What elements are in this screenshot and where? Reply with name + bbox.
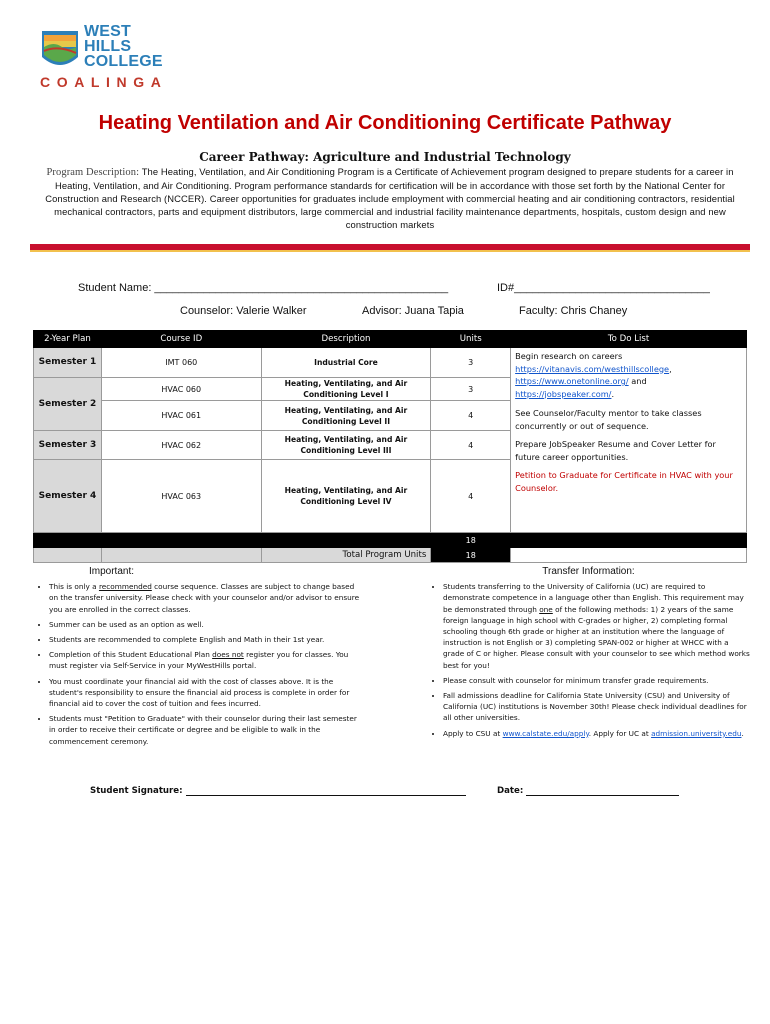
list-item: • Completion of this Student Educational Plan does not register you for classes. You must register via Self-Service in your MyWestHills portal.	[49, 649, 363, 671]
course-description: Heating, Ventilating, and Air Conditioning Level IV	[261, 460, 431, 533]
course-units: 4	[431, 460, 511, 533]
list-item: • Fall admissions deadline for California State University (CSU) and University of California (UC) institutions is November 30th! Please check individual deadlines for all other universities.	[443, 690, 750, 724]
total-row	[34, 548, 747, 563]
page-title: Heating Ventilation and Air Conditioning Certificate Pathway	[98, 112, 672, 134]
course-units: 3	[431, 348, 511, 378]
student-signature-field[interactable]	[90, 785, 466, 796]
logo-line-2: HILLS	[84, 38, 132, 55]
todo-research: Begin research on careers	[515, 351, 623, 361]
college-emblem-icon	[40, 27, 80, 73]
career-pathway: Career Pathway: Agriculture and Industrial Technology	[199, 150, 571, 164]
total-units: 18	[431, 548, 511, 563]
header-course-id: Course ID	[101, 331, 261, 348]
course-id: IMT 060	[101, 348, 261, 378]
todo-mentor: See Counselor/Faculty mentor to take classes concurrently or out of sequence.	[515, 408, 702, 431]
subtotal-units: 18	[431, 533, 511, 548]
header-units: Units	[431, 331, 511, 348]
uc-admission-link[interactable]: admission.university.edu	[651, 728, 742, 738]
course-id: HVAC 060	[101, 378, 261, 401]
course-id: HVAC 062	[101, 431, 261, 460]
list-item: • You must coordinate your financial aid with the cost of classes above. It is the student's responsibility to ensure the financial aid process is complete in order for financial aid to cover the cost of tuition and fees incurred.	[49, 676, 363, 710]
list-item: • Students must "Petition to Graduate" with their counselor during their last semester in order to receive their certificate or degree and be eligible to walk in the commencement ceremony.	[49, 713, 363, 747]
course-id: HVAC 061	[101, 401, 261, 431]
table-row	[34, 348, 747, 378]
course-plan-table	[33, 330, 747, 563]
signature-line[interactable]	[186, 785, 466, 796]
semester-1: Semester 1	[34, 348, 102, 378]
jobspeaker-link[interactable]: https://jobspeaker.com/	[515, 388, 612, 399]
course-units: 3	[431, 378, 511, 401]
list-item: • Students are recommended to complete English and Math in their 1st year.	[49, 634, 363, 645]
course-id: HVAC 063	[101, 460, 261, 533]
list-item: • Students transferring to the University of California (UC) are required to demonstrate competence in a language other than English. This requirement may be demonstrated through one of the following methods: 1) 2 years of the same foreign language in high school with C-grades or higher, 2) completing formal schooling though 6th grade or higher at an institution where the language of instruction is not English or 3) completing SPAN-002 or higher at WHCC with a grade of C or higher. Please consult with your counselor to see which method works best for you!	[443, 581, 750, 671]
onetonline-link[interactable]: https://www.onetonline.org/	[515, 376, 629, 386]
student-name-field[interactable]: Student Name: ________________________________________________	[78, 282, 449, 294]
list-item: • Summer can be used as an option as well.	[49, 619, 363, 630]
course-description: Industrial Core	[261, 348, 431, 378]
program-description-label: Program Description:	[46, 167, 140, 178]
list-item: • Please consult with counselor for minimum transfer grade requirements.	[443, 675, 750, 686]
course-description: Heating, Ventilating, and Air Conditioning Level III	[261, 431, 431, 460]
logo-campus: COALINGA	[40, 74, 168, 90]
college-logo	[40, 22, 168, 94]
total-label: Total Program Units	[261, 548, 431, 563]
header-plan: 2-Year Plan	[34, 331, 102, 348]
counselor-name: Counselor: Valerie Walker	[180, 305, 307, 317]
logo-line-1: WEST	[84, 23, 132, 40]
program-description-text: The Heating, Ventilation, and Air Conditioning Program is a Certificate of Achievement program designed to prepare students for a career in Heating, Ventilation, and Air Conditioning. Program performance standards for certification will be in accordance with those set forth by the National Center for Construction and Research (NCCER). Career opportunities for graduates include employment with commercial heating and air conditioning contractors, residential mechanical contractors, parts and equipment distributors, large commercial and industrial facility maintenance departments, hospitals, custom design and new construction markets	[45, 166, 735, 230]
semester-2: Semester 2	[34, 378, 102, 431]
program-description	[30, 165, 750, 231]
header-todo: To Do List	[511, 331, 747, 348]
course-units: 4	[431, 401, 511, 431]
faculty-name: Faculty: Chris Chaney	[519, 305, 628, 317]
transfer-section	[427, 566, 750, 743]
important-section	[33, 566, 363, 751]
vitanavis-link[interactable]: https://vitanavis.com/westhillscollege	[515, 363, 670, 374]
course-description: Heating, Ventilating, and Air Conditioning Level I	[261, 378, 431, 401]
signature-label: Student Signature:	[90, 786, 183, 796]
csu-apply-link[interactable]: www.calstate.edu/apply	[502, 728, 589, 738]
list-item: • This is only a recommended course sequence. Classes are subject to change based on the transfer university. Please check with your counselor and/or advisor to ensure you are enrolled in the correct classes.	[49, 581, 363, 615]
date-field[interactable]	[497, 785, 679, 796]
todo-list: Begin research on careers https://vitanavis.com/westhillscollege, https://www.onetonline.org/ and https://jobspeaker.com/. See Counselor/Faculty mentor to take classes concurrently or out of sequence. Prepare JobSpeaker Resume and Cover Letter for future career opportunities. Petition to Graduate for Certificate in HVAC with your Counselor.	[511, 348, 747, 533]
todo-petition: Petition to Graduate for Certificate in HVAC with your Counselor.	[515, 470, 733, 493]
course-description: Heating, Ventilating, and Air Conditioning Level II	[261, 401, 431, 431]
semester-4: Semester 4	[34, 460, 102, 533]
course-units: 4	[431, 431, 511, 460]
logo-line-3: COLLEGE	[84, 53, 163, 70]
divider-bar	[30, 244, 750, 252]
important-heading: Important:	[89, 566, 135, 577]
student-id-field[interactable]: ID#________________________________	[497, 282, 710, 294]
transfer-heading: Transfer Information:	[542, 566, 635, 577]
semester-3: Semester 3	[34, 431, 102, 460]
list-item: • Apply to CSU at www.calstate.edu/apply. Apply for UC at admission.university.edu.	[443, 728, 750, 739]
subtotal-row	[34, 533, 747, 548]
header-description: Description	[261, 331, 431, 348]
advisor-name: Advisor: Juana Tapia	[362, 305, 464, 317]
table-header-row	[34, 331, 747, 348]
date-label: Date:	[497, 786, 524, 796]
logo-wordmark	[84, 24, 163, 69]
date-line[interactable]	[526, 785, 679, 796]
todo-jobspeaker: Prepare JobSpeaker Resume and Cover Letter for future career opportunities.	[515, 439, 716, 462]
